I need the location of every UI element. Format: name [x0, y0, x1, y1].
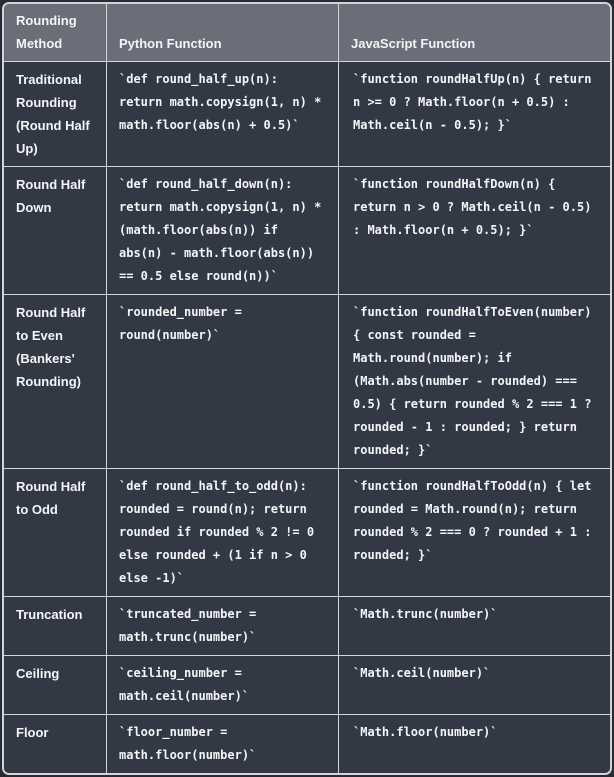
method-cell: Traditional Rounding (Round Half Up)	[4, 62, 107, 167]
js-code-cell: `function roundHalfUp(n) { return n >= 0 ? Math.floor(n + 0.5) : Math.ceil(n - 0.5); }`	[339, 62, 610, 167]
python-code-cell: `def round_half_to_odd(n): rounded = round(n); return rounded if rounded % 2 != 0 else rounded + (1 if n > 0 else -1)`	[107, 469, 339, 597]
js-code-cell: `function roundHalfToOdd(n) { let rounded = Math.round(n); return rounded % 2 === 0 ? rounded + 1 : rounded; }`	[339, 469, 610, 597]
method-cell: Round Half to Odd	[4, 469, 107, 597]
python-code-cell: `def round_half_down(n): return math.copysign(1, n) * (math.floor(abs(n)) if abs(n) - math.floor(abs(n)) == 0.5 else round(n))`	[107, 167, 339, 295]
python-code-cell: `floor_number = math.floor(number)`	[107, 715, 339, 773]
header-javascript-function: JavaScript Function	[339, 4, 610, 62]
python-code-cell: `def round_half_up(n): return math.copysign(1, n) * math.floor(abs(n) + 0.5)`	[107, 62, 339, 167]
method-cell: Round Half Down	[4, 167, 107, 295]
table-header	[4, 4, 610, 62]
table-row	[4, 469, 610, 597]
header-rounding-method: Rounding Method	[4, 4, 107, 62]
js-code-cell: `Math.ceil(number)`	[339, 656, 610, 715]
table-row	[4, 656, 610, 715]
method-cell: Floor	[4, 715, 107, 773]
table-row	[4, 167, 610, 295]
table-body	[4, 62, 610, 773]
js-code-cell: `Math.floor(number)`	[339, 715, 610, 773]
method-cell: Round Half to Even (Bankers' Rounding)	[4, 295, 107, 469]
comparison-table	[4, 4, 610, 773]
python-code-cell: `rounded_number = round(number)`	[107, 295, 339, 469]
method-cell: Ceiling	[4, 656, 107, 715]
python-code-cell: `ceiling_number = math.ceil(number)`	[107, 656, 339, 715]
js-code-cell: `function roundHalfDown(n) { return n > 0 ? Math.ceil(n - 0.5) : Math.floor(n + 0.5); }`	[339, 167, 610, 295]
js-code-cell: `Math.trunc(number)`	[339, 597, 610, 656]
header-row	[4, 4, 610, 62]
js-code-cell: `function roundHalfToEven(number) { const rounded = Math.round(number); if (Math.abs(number - rounded) === 0.5) { return rounded % 2 === 1 ? rounded - 1 : rounded; } return rounded; }`	[339, 295, 610, 469]
method-cell: Truncation	[4, 597, 107, 656]
table-row	[4, 715, 610, 773]
table-row	[4, 597, 610, 656]
rounding-methods-table	[2, 2, 612, 775]
header-python-function: Python Function	[107, 4, 339, 62]
table-row	[4, 295, 610, 469]
python-code-cell: `truncated_number = math.trunc(number)`	[107, 597, 339, 656]
table-row	[4, 62, 610, 167]
